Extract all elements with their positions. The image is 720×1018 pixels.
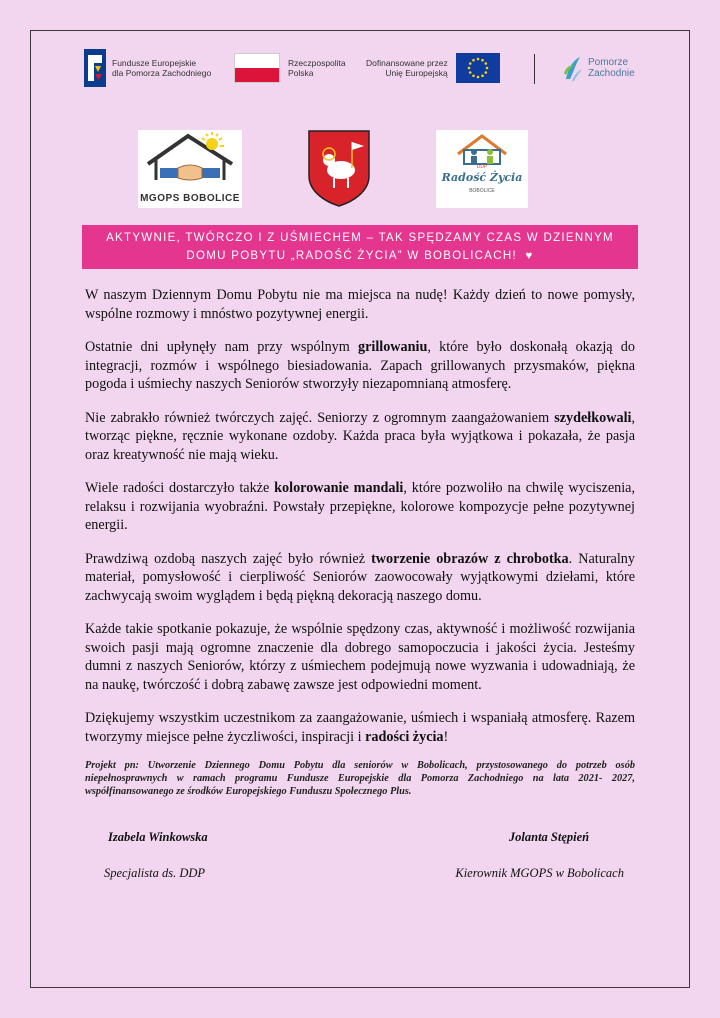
radosc-place: BOBOLICE xyxy=(469,188,495,194)
signature-right-name: Jolanta Stępień xyxy=(508,830,590,844)
radosc-name: Radość Życia xyxy=(441,171,523,184)
signature-right-role: Kierownik MGOPS w Bobolicach xyxy=(455,866,624,880)
fe-logo xyxy=(84,46,211,90)
eu-flag-icon xyxy=(456,53,500,83)
eu-line1: Dofinansowane przez xyxy=(366,58,448,68)
highlight-chrobotka: tworzenie obrazów z chrobotka xyxy=(371,550,569,567)
paragraph-4: Wiele radości dostarczyło także kolorowanie mandali, które pozwoliło na chwilę wyciszenia, relaksu i rozwijania wyobraźni. Powstały przepiękne, kolorowe kompozycje pełne pozytywnej energii. xyxy=(85,480,636,533)
mgops-caption: MGOPS BOBOLICE xyxy=(140,193,240,204)
paragraph-3: Nie zabrakło również twórczych zajęć. Seniorzy z ogromnym zaangażowaniem szydełkowali, tworząc piękne, ręcznie wykonane ozdoby. Każda praca była wyjątkowa i pokazała, że pasja oraz kreatywność nie mają wieku. xyxy=(85,409,635,463)
rp-line2: Polska xyxy=(288,68,314,78)
pl-logo xyxy=(234,46,346,90)
highlight-radosci-zycia: radości życia xyxy=(365,728,444,745)
paragraph-5: Prawdziwą ozdobą naszych zajęć było również tworzenie obrazów z chrobotka. Naturalny materiał, pomysłowość i cierpliwość Seniorów zaowocowały wyjątkowymi dziełami, które zachwycają swoim wyglądem i będą piękną dekoracją naszego domu. xyxy=(85,550,635,604)
paragraph-2: Ostatnie dni upłynęły nam przy wspólnym grillowaniu, które było doskonałą okazją do integracji, rozmów i wspólnego biesiadowania. Zapach grillowanych przysmaków, piękna pogoda i uśmiechy naszych Seniorów stworzyły niezapomnianą atmosferę. xyxy=(85,339,635,392)
headline-banner xyxy=(82,225,638,269)
rp-line1: Rzeczpospolita xyxy=(288,58,346,68)
pomorze-zachodnie-logo xyxy=(562,46,635,90)
highlight-mandali: kolorowanie mandali xyxy=(274,480,404,496)
logo-separator xyxy=(534,54,535,84)
paragraph-6: Każde takie spotkanie pokazuje, że wspólnie spędzony czas, aktywność i możliwość rozwijania swoich pasji mają ogromne znaczenie dla dobrego samopoczucia i jakości życia. Jesteśmy dumni z naszych Seniorów, którzy z uśmiechem podejmują nowe wyzwania i udowadniają, że na naukę, twórczość i dobrą zabawę zawsze jest odpowiedni moment. xyxy=(85,621,635,693)
ddp-house-icon xyxy=(436,130,528,166)
banner-line2: DOMU POBYTU „RADOŚĆ ŻYCIA” W BOBOLICACH! xyxy=(186,250,517,262)
fe-line1: Fundusze Europejskie xyxy=(112,58,197,68)
mgops-bobolice-logo xyxy=(138,130,242,208)
paragraph-1: W naszym Dziennym Domu Pobytu nie ma miejsca na nudę! Każdy dzień to nowe pomysły, wspólne rozmowy i mnóstwo pozytywnej energii. xyxy=(85,287,635,322)
signature-left xyxy=(104,830,208,881)
banner-line1: AKTYWNIE, TWÓRCZO I Z UŚMIECHEM – TAK SPĘDZAMY CZAS W DZIENNYM xyxy=(106,232,614,244)
pz-line2: Zachodnie xyxy=(588,68,635,79)
signature-right xyxy=(444,830,624,881)
signature-left-role: Specjalista ds. DDP xyxy=(104,866,206,880)
pz-line1: Pomorze xyxy=(588,57,629,68)
article-body xyxy=(85,286,635,813)
funding-logos-strip xyxy=(84,46,644,90)
highlight-grillowaniu: grillowaniu xyxy=(357,339,428,355)
heart-icon: ♥ xyxy=(525,250,534,262)
radosc-zycia-logo xyxy=(436,130,528,208)
house-handshake-icon xyxy=(138,130,242,192)
fe-emblem-icon xyxy=(84,49,106,87)
paragraph-7: Dziękujemy wszystkim uczestnikom za zaangażowanie, uśmiech i wspaniałą atmosferę. Razem tworzymy miejsce pełne życzliwości, inspiracji i radości życia! xyxy=(85,710,635,745)
signature-left-name: Izabela Winkowska xyxy=(108,830,208,844)
bobolice-coat-of-arms-icon xyxy=(306,128,372,208)
polish-flag-icon xyxy=(234,53,280,83)
eu-line2: Unię Europejską xyxy=(385,68,448,78)
highlight-szydelkowali: szydełkowali xyxy=(554,409,632,426)
project-note: Projekt pn: Utworzenie Dziennego Domu Pobytu dla seniorów w Bobolicach, przystosowanego do potrzeb osób niepełnosprawnych w ramach programu Fundusze Europejskie dla Pomorza Zachodniego na lata 2021- 2027, współfinansowanego ze środków Europejskiego Funduszu Społecznego Plus. xyxy=(85,760,635,797)
fe-line2: dla Pomorza Zachodniego xyxy=(112,68,212,78)
pomorze-leaf-icon xyxy=(562,53,584,83)
eu-logo xyxy=(366,46,500,90)
radosc-ddp: DDP xyxy=(476,164,488,170)
